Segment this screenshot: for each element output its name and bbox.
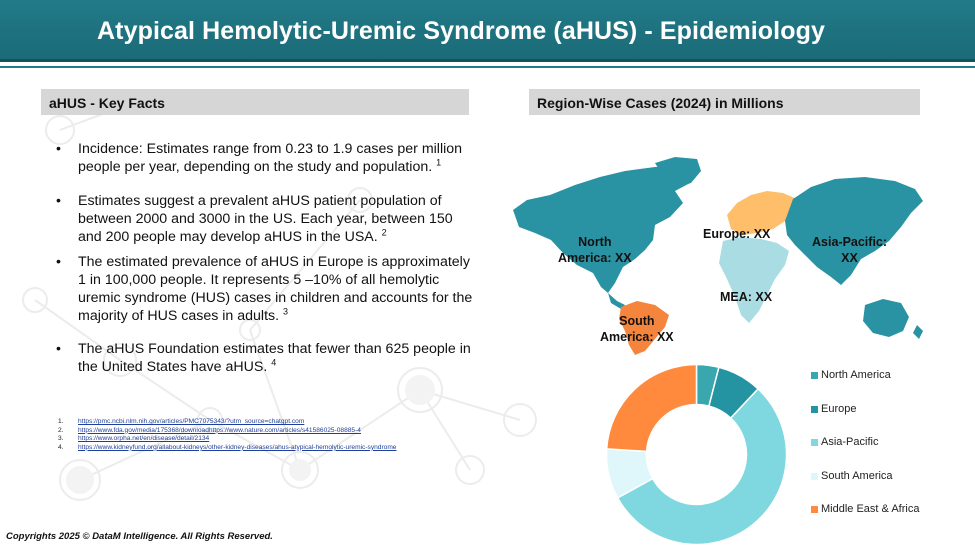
bullet-icon: • (56, 193, 61, 209)
legend-label: Asia-Pacific (821, 436, 879, 448)
page-title: Atypical Hemolytic-Uremic Syndrome (aHUS) - Epidemiology (97, 17, 825, 45)
fact-item (56, 140, 476, 176)
legend-label: North America (821, 369, 891, 381)
reference-number: 3. (58, 435, 64, 443)
fact-reference: 3 (283, 306, 289, 317)
map-region-australia (863, 299, 909, 337)
legend-item-asia-pacific (811, 435, 921, 449)
reference-number: 2. (58, 426, 64, 434)
fact-item (56, 192, 476, 246)
legend-swatch (811, 506, 818, 513)
region-donut-chart (604, 362, 789, 547)
fact-text: The estimated prevalence of aHUS in Europe is approximately 1 in 100,000 people. It represents 5 –10% of all hemolytic uremic syndrome (HUS) cases in children and accounts for the majority of HUS cases in adults. (78, 254, 473, 324)
legend-item-north-america (811, 368, 921, 382)
reference-link[interactable] (58, 418, 458, 427)
title-divider (0, 66, 975, 68)
map-region-asia-pacific (785, 177, 923, 285)
legend-label: South America (821, 470, 893, 482)
bullet-icon: • (56, 341, 61, 357)
map-label-south-america (600, 313, 674, 345)
legend-swatch (811, 406, 818, 413)
reference-url[interactable]: https://pmc.ncbi.nlm.nih.gov/articles/PMC7075343/?utm_source=chatgpt.com (78, 418, 305, 425)
map-label-line: Asia-Pacific: (812, 235, 888, 249)
region-cases-heading: Region-Wise Cases (2024) in Millions (529, 89, 920, 115)
fact-item (56, 253, 476, 325)
map-region-islands (913, 325, 923, 339)
map-label-line: America: XX (600, 330, 674, 344)
map-region-mea (719, 237, 789, 323)
map-label-line: South (619, 314, 655, 328)
reference-link[interactable] (58, 427, 458, 436)
map-label-mea: MEA: XX (720, 290, 773, 304)
fact-reference: 1 (436, 157, 442, 168)
legend-item-south-america (811, 469, 921, 483)
map-label-asia-pacific (812, 234, 887, 266)
legend-swatch (811, 372, 818, 379)
fact-reference: 4 (271, 357, 277, 368)
map-label-line: North (578, 235, 612, 249)
map-label-line: America: XX (558, 251, 632, 265)
fact-text: Incidence: Estimates range from 0.23 to 1.9 cases per million people per year, depending on the study and population. (78, 141, 463, 175)
reference-link[interactable] (58, 435, 458, 444)
map-label-line: XX (841, 251, 858, 265)
reference-url[interactable]: https://www.fda.gov/media/175368/downloadhttps://www.nature.com/articles/s41586025-08885-4 (78, 426, 361, 434)
legend-swatch (811, 439, 818, 446)
fact-text: The aHUS Foundation estimates that fewer than 625 people in the United States have aHUS. (78, 341, 471, 375)
map-label-north-america (558, 234, 632, 266)
fact-item (56, 340, 476, 376)
bullet-icon: • (56, 254, 61, 270)
map-label-europe: Europe: XX (703, 227, 771, 241)
reference-number: 4. (58, 443, 64, 451)
legend-item-europe (811, 402, 921, 416)
bullet-icon: • (56, 141, 61, 157)
copyright-notice: Copyrights 2025 © DataM Intelligence. All Rights Reserved. (6, 531, 273, 542)
legend-label: Europe (821, 403, 857, 415)
reference-number: 1. (58, 418, 64, 425)
references-list (58, 418, 458, 452)
fact-text: Estimates suggest a prevalent aHUS patient population of between 2000 and 3000 in the US. Each year, between 150 and 200 people may develop aHUS in the USA. (78, 193, 453, 245)
donut-slice-mea (607, 365, 697, 452)
title-bar (0, 0, 975, 62)
legend-item-mea (811, 502, 921, 516)
legend-label: Middle East & Africa (821, 503, 920, 515)
map-region-north-america (513, 165, 695, 293)
reference-url[interactable]: https://www.orpha.net/en/disease/detail/2134 (78, 435, 210, 443)
legend-swatch (811, 473, 818, 480)
fact-reference: 2 (381, 227, 387, 238)
key-facts-heading: aHUS - Key Facts (41, 89, 469, 115)
reference-link[interactable] (58, 444, 458, 453)
reference-url[interactable]: https://www.kidneyfund.org/allabout-kidneys/other-kidney-diseases/ahus-atypical-hemolytic-uremic-syndrome (78, 443, 397, 451)
